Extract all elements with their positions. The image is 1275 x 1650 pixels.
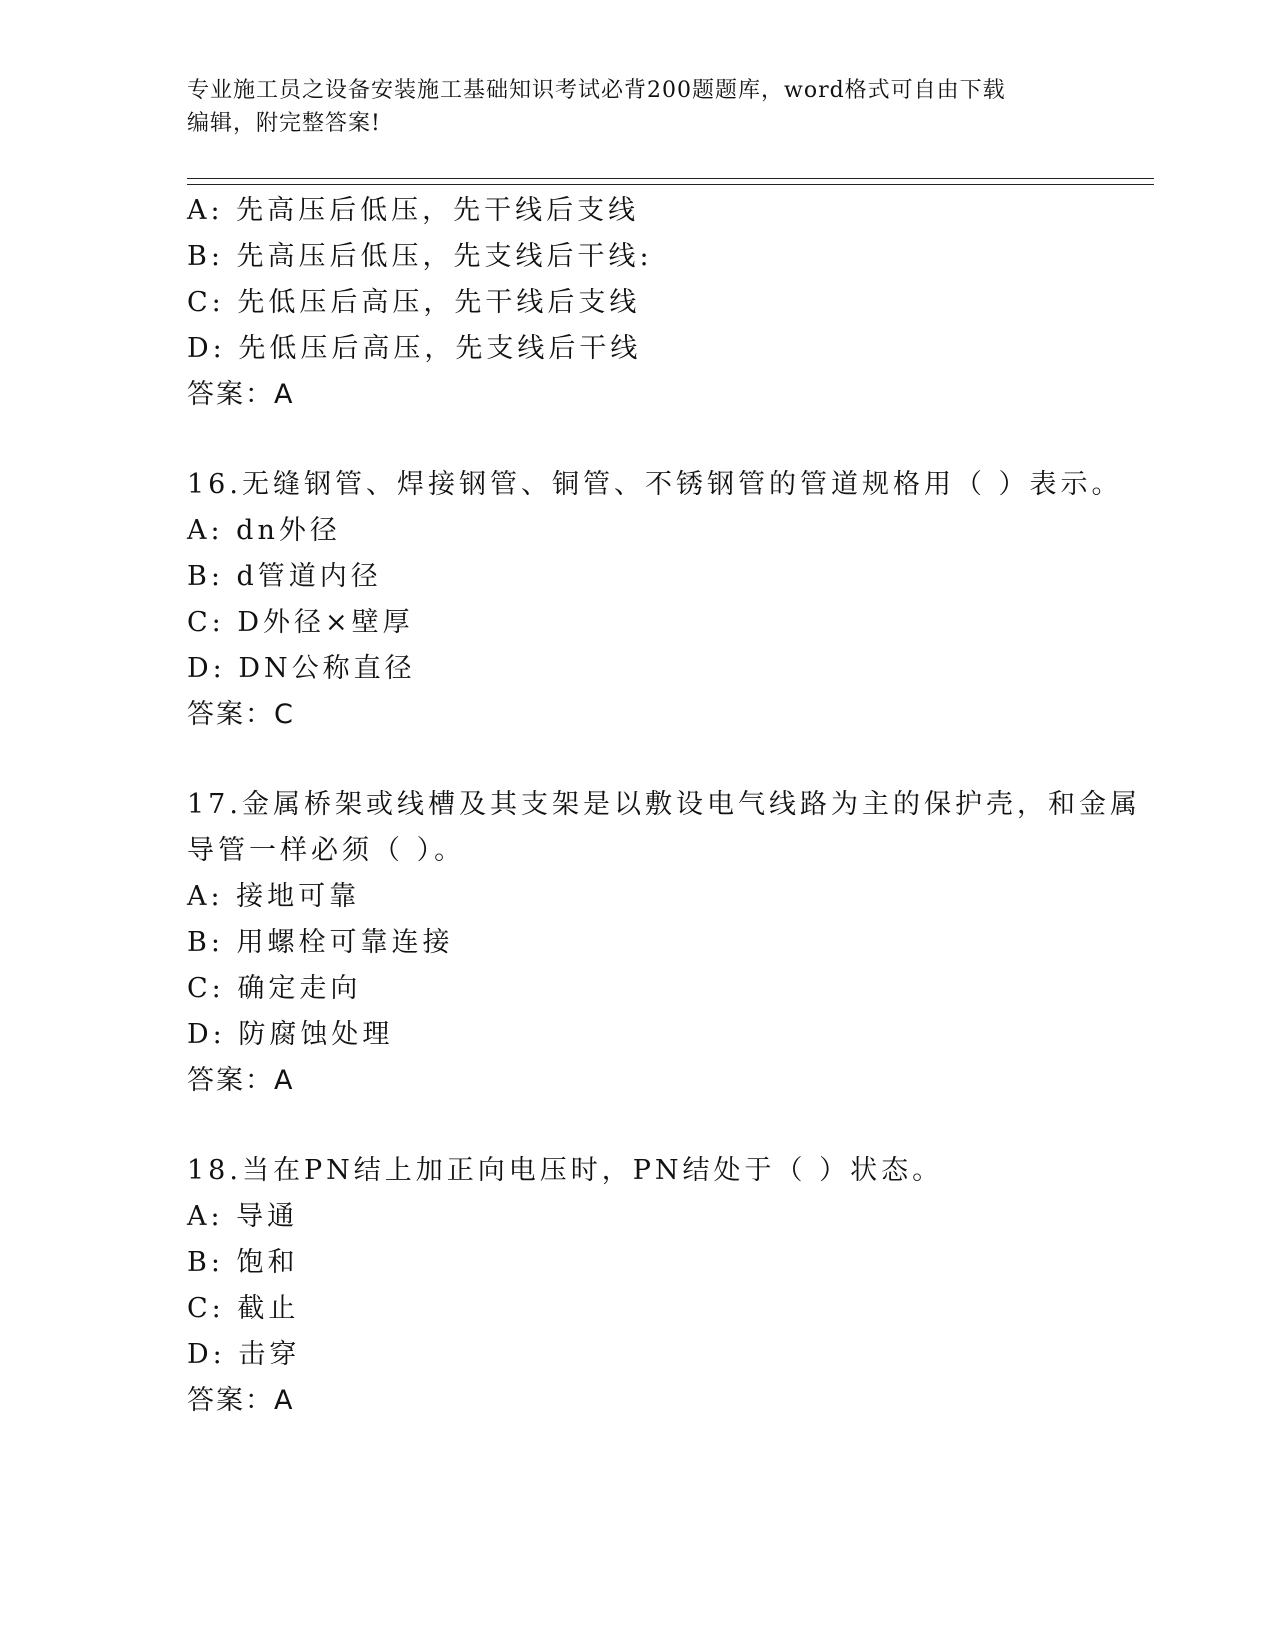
option-c: C: D外径×壁厚 bbox=[187, 607, 414, 638]
option-d: D: DN公称直径 bbox=[187, 653, 416, 684]
question-stem: 18.当在PN结上加正向电压时，PN结处于（ ）状态。 bbox=[187, 1155, 944, 1186]
question-stem-line-2: 导管一样必须（ ）。 bbox=[187, 835, 466, 866]
document-header bbox=[187, 74, 1087, 140]
question-16 bbox=[187, 462, 1147, 738]
header-rule-top bbox=[187, 178, 1154, 179]
option-a: A: 先高压后低压，先干线后支线 bbox=[187, 195, 640, 226]
option-b: B: 先高压后低压，先支线后干线: bbox=[187, 241, 653, 272]
answer: 答案：A bbox=[187, 379, 295, 410]
question-stem: 16.无缝钢管、焊接钢管、铜管、不锈钢管的管道规格用（ ）表示。 bbox=[187, 469, 1123, 500]
option-a: A: 接地可靠 bbox=[187, 881, 361, 912]
option-b: B: d管道内径 bbox=[187, 561, 382, 592]
question-17 bbox=[187, 782, 1147, 1104]
option-c: C: 截止 bbox=[187, 1293, 300, 1324]
answer: 答案：A bbox=[187, 1065, 295, 1096]
answer: 答案：A bbox=[187, 1385, 295, 1416]
question-15 bbox=[187, 188, 1147, 418]
header-line-2: 编辑，附完整答案! bbox=[187, 111, 381, 136]
option-a: A: dn外径 bbox=[187, 515, 341, 546]
option-c: C: 先低压后高压，先干线后支线 bbox=[187, 287, 641, 318]
question-stem-line-1: 17.金属桥架或线槽及其支架是以敷设电气线路为主的保护壳，和金属 bbox=[187, 789, 1141, 820]
header-rule-bottom bbox=[187, 184, 1154, 185]
question-18 bbox=[187, 1148, 1147, 1424]
option-d: D: 先低压后高压，先支线后干线 bbox=[187, 333, 642, 364]
question-list bbox=[187, 188, 1147, 1424]
answer: 答案：C bbox=[187, 699, 295, 730]
header-line-1: 专业施工员之设备安装施工基础知识考试必背200题题库，word格式可自由下载 bbox=[187, 78, 1006, 103]
option-d: D: 防腐蚀处理 bbox=[187, 1019, 394, 1050]
option-d: D: 击穿 bbox=[187, 1339, 301, 1370]
option-a: A: 导通 bbox=[187, 1201, 299, 1232]
option-b: B: 用螺栓可靠连接 bbox=[187, 927, 454, 958]
option-b: B: 饱和 bbox=[187, 1247, 299, 1278]
option-c: C: 确定走向 bbox=[187, 973, 362, 1004]
